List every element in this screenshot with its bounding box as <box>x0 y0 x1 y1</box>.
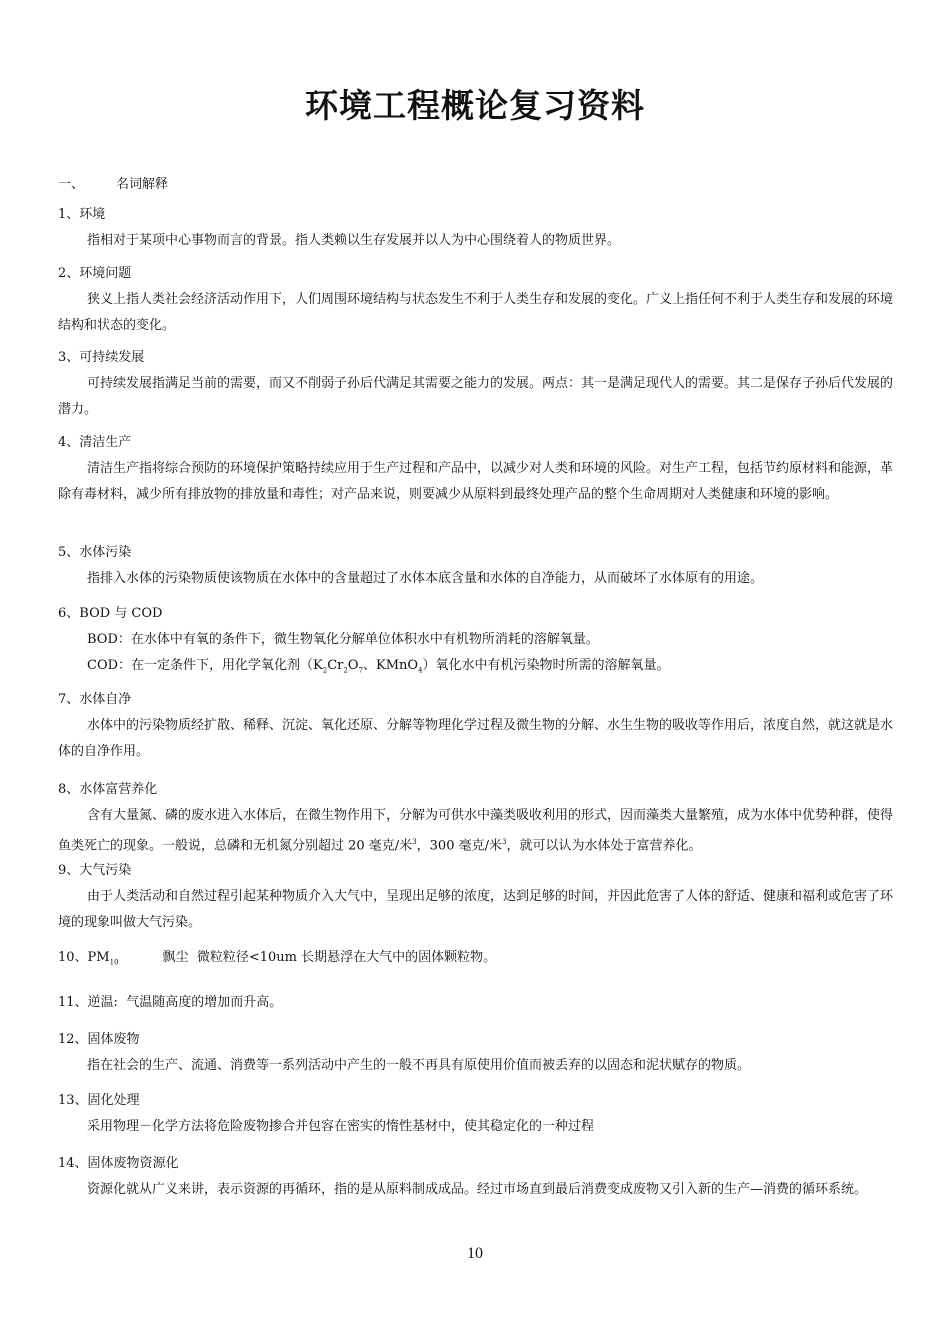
term-definition: 指在社会的生产、流通、消费等一系列活动中产生的一般不再具有原使用价值而被丢弃的以固态和泥状赋存的物质。 <box>87 1058 751 1073</box>
term-title: 11、逆温: <box>58 995 118 1010</box>
term-title: 6、BOD 与 COD <box>58 606 163 621</box>
term-line <box>58 990 893 1016</box>
term-definition: 资源化就从广义来讲，表示资源的再循环，指的是从原料制成成品。经过市场直到最后消费变成废物又引入新的生产—消费的循环系统。 <box>87 1182 868 1197</box>
term-entry-cleaner-production <box>58 430 893 508</box>
term-title: 8、水体富营养化 <box>58 782 158 797</box>
term-definition: 指排入水体的污染物质使该物质在水体中的含量超过了水体本底含量和水体的自净能力，从而破坏了水体原有的用途。 <box>87 571 764 586</box>
term-definition: 清洁生产指将综合预防的环境保护策略持续应用于生产过程和产品中，以减少对人类和环境的风险。对生产工程，包括节约原材料和能源，革除有毒材料，减少所有排放物的排放量和毒性；对产品来说，则要减少从原料到最终处理产品的整个生命周期对人类健康和环境的影响。 <box>58 461 894 502</box>
term-definition: 采用物理－化学方法将危险废物掺合并包容在密实的惰性基材中，使其稳定化的一种过程 <box>87 1119 595 1134</box>
term-title: 10、$PM_{10}$ <box>58 950 119 967</box>
term-definition: 水体中的污染物质经扩散、稀释、沉淀、氧化还原、分解等物理化学过程及微生物的分解、水生生物的吸收等作用后，浓度自然，就这就是水体的自净作用。 <box>58 718 894 759</box>
term-entry-solid-waste <box>58 1027 893 1079</box>
term-definition: 微粒粒径<10um 长期悬浮在大气中的固体颗粒物。 <box>196 950 497 965</box>
term-entry-sustainable-development <box>58 345 893 423</box>
page-title: 环境工程概论复习资料 <box>305 86 645 125</box>
term-entry-water-pollution <box>58 540 893 592</box>
section-number: 一、 <box>58 177 85 192</box>
term-entry-environmental-problem <box>58 261 893 339</box>
term-title: 13、固化处理 <box>58 1093 140 1108</box>
term-title: 4、清洁生产 <box>58 435 132 450</box>
page-number: 10 <box>467 1245 483 1262</box>
term-definition: 狭义上指人类社会经济活动作用下，人们周围环境结构与状态发生不利于人类生存和发展的变化。广义上指任何不利于人类生存和发展的环境结构和状态的变化。 <box>58 292 894 333</box>
section-heading <box>58 173 168 192</box>
term-title: 12、固体废物 <box>58 1032 140 1047</box>
term-definition: 由于人类活动和自然过程引起某种物质介入大气中，呈现出足够的浓度，达到足够的时间，并因此危害了人体的舒适、健康和福利或危害了环境的现象叫做大气污染。 <box>58 889 894 930</box>
term-entry-water-self-purification <box>58 687 893 765</box>
term-entry-eutrophication <box>58 777 893 859</box>
term-title: 5、水体污染 <box>58 545 132 560</box>
term-entry-pm10 <box>58 945 893 971</box>
cod-definition: COD：在一定条件下，用化学氧化剂（$K_2Cr_2O_7$、KMnO$_4$）氧化水中有机污染物时所需的溶解氧量。 <box>87 658 670 675</box>
term-title: 9、大气污染 <box>58 863 132 878</box>
term-line <box>58 945 893 971</box>
term-entry-bod-cod <box>58 601 893 684</box>
term-entry-environment <box>58 202 893 254</box>
term-entry-air-pollution <box>58 858 893 936</box>
term-alias: 飘尘 <box>162 950 189 965</box>
term-title: 2、环境问题 <box>58 266 132 281</box>
term-title: 7、水体自净 <box>58 692 132 707</box>
term-definition: 指相对于某项中心事物而言的背景。指人类赖以生存发展并以人为中心围绕着人的物质世界。 <box>87 233 621 248</box>
term-title: 14、固体废物资源化 <box>58 1156 179 1171</box>
term-definition: 可持续发展指满足当前的需要，而又不削弱子孙后代满足其需要之能力的发展。两点：其一是满足现代人的需要。其二是保存子孙后代发展的潜力。 <box>58 376 894 417</box>
term-title: 1、环境 <box>58 207 106 222</box>
section-label: 名词解释 <box>116 177 169 192</box>
term-entry-waste-recycling <box>58 1151 893 1203</box>
term-definition: 含有大量氮、磷的废水进入水体后，在微生物作用下，分解为可供水中藻类吸收利用的形式，因而藻类大量繁殖，成为水体中优势种群，使得鱼类死亡的现象。一般说，总磷和无机氮分别超过 20 毫克/米$^3$，300 毫克/米$^3$，就可以认为水体处于富营养化。 <box>58 808 894 854</box>
bod-definition: BOD：在水体中有氧的条件下，微生物氧化分解单位体积水中有机物所消耗的溶解氧量。 <box>87 632 599 647</box>
term-title: 3、可持续发展 <box>58 350 145 365</box>
term-entry-inversion <box>58 990 893 1016</box>
term-entry-solidification <box>58 1088 893 1140</box>
term-definition: 气温随高度的增加而升高。 <box>126 995 283 1010</box>
